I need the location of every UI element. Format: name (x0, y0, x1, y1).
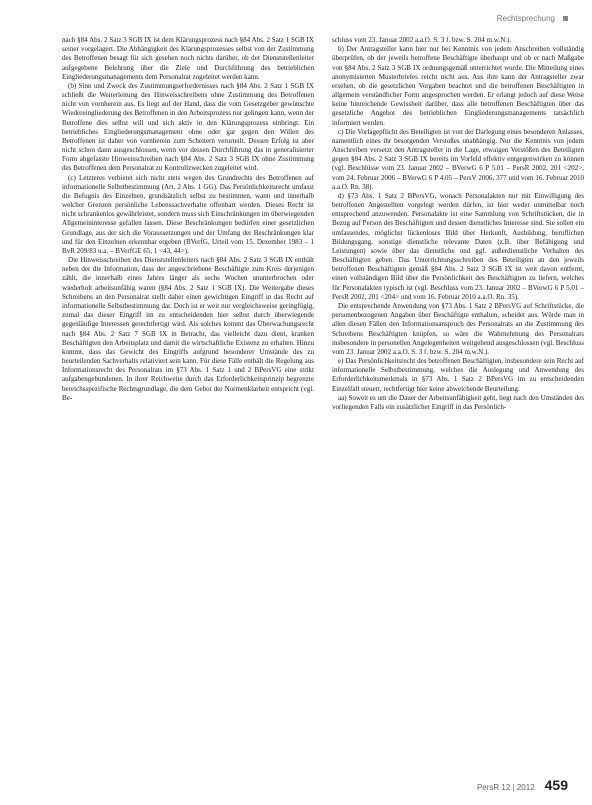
paragraph: Die entsprechende Anwendung von §73 Abs. 1 Satz 2 BPersVG auf Schriftstücke, die personenbezogenen Angaben über Beschäftigte enthalten, scheidet aus. Würde man in allen diesen Fällen den Informationsanspruch des Personalrats an die Zustimmung des Schreibens Beschäftigten knüpfen, so wäre die Wahrnehmung des Personalrats insbesondere in personellen Angelegenheiten weitgehend ausgeschlossen (vgl. Beschluss vom 23. Januar 2002 a.a.O. S. 3 f. bzw. S. 204 m.w.N.). (332, 301, 584, 356)
paragraph: e) Das Persönlichkeitsrecht des betroffenen Beschäftigten, insbesondere sein Recht auf informationelle Selbstbestimmung, welches die Auslegung und Anwendung des Erforderlichkeitsmerkmals in §73 Abs. 1 Satz 2 BPersVG im zu entscheidenden Einzelfall steuert, rechtfertigt hier keine abweichende Beurteilung. (332, 357, 584, 393)
page-header (497, 14, 568, 23)
section-label: Rechtsprechung (496, 14, 555, 23)
paragraph: (b) Sinn und Zweck des Zustimmungserfordernisses nach §84 Abs. 2 Satz 1 SGB IX schließt die Weiterleitung des Hinweisschreibens ohne Zustimmung des Betroffenen nicht von vornherein aus. Es liegt auf der Hand, dass die vom Gesetzgeber gewünschte Wiedereingliederung des Betroffenen in den Arbeitsprozess nur gelingen kann, wenn der Betroffene dies selbst will und sich aktiv in den Klärungsprozess einbringt. Ein betriebliches Eingliederungsmanagement ohne oder gar gegen den Willen des Betroffenen ist daher von vornherein zum Scheitern verurteilt. Dessen Erfolg ist aber nicht schon dann ausgeschlossen, wenn vor dessen Durchführung das in generalisierter Form abgefasste Hinweisschreiben nach §84 Abs. 2 Satz 3 SGB IX ohne Zustimmung des Betroffenen dem Personalrat zu Kontrollzwecken zugeleitet wird. (62, 81, 314, 173)
right-column (332, 36, 584, 412)
paragraph: b) Der Antragsteller kann hier nur bei Kenntnis von jedem Anschreiben vollständig überprüfen, ob der jeweils betroffene Beschäftigte überhaupt und ob er nach Maßgabe von §84 Abs. 2 Satz 3 SGB IX ordnungsgemäß unterrichtet wurde. Die Mitteilung eines anonymisierten Musterbriefes reicht nicht aus. Aus ihm kann der Antragsteller zwar ersehen, ob die gesetzlichen Vorgaben beachtet und die betroffenen Beschäftigten in allgemein verständlicher Form angesprochen werden. Er erlangt jedoch auf diese Weise keine hinreichende Gewissheit darüber, dass alle betroffenen Beschäftigten über das gesetzliche Angebot des betrieblichen Eingliederungsmanagements tatsächlich informiert werden. (332, 45, 584, 127)
paragraph: (c) Letzteres verbietet sich nicht stets wegen des Grundrechts des Betroffenen auf informationelle Selbstbestimmung (Art. 2 Abs. 1 GG). Das Persönlichkeitsrecht umfasst die Befugnis des Einzelnen, grundsätzlich selbst zu bestimmen, wann und innerhalb welcher Grenzen persönliche Lebenssachverhalte offenbart werden. Dieses Recht ist nicht schrankenlos gewährleistet, sondern muss sich Einschränkungen im überwiegenden Allgemeininteresse gefallen lassen. Diese Beschränkungen bedürfen einer gesetzlichen Grundlage, aus der sich die Voraussetzungen und der Umfang der Beschränkungen klar und für den Einzelnen erkennbar ergeben (BVerfG, Urteil vom 15. Dezember 1983 – 1 BvR 209/83 u.a. – BVerfGE 65, 1 <43, 44>). (62, 173, 314, 255)
paragraph: aa) Soweit es um die Dauer der Arbeitsunfähigkeit geht, liegt nach den Umständen des vorliegenden Falls ein zusätzlicher Eingriff in das Persönlich- (332, 393, 584, 411)
paragraph: c) Die Vorlagepflicht des Beteiligten ist von der Darlegung eines besonderen Anlasses, namentlich eines ihr besorgenden Verstoßes unabhängig. Nur die Kenntnis von jedem Anschreiben versetzt den Antragsteller in die Lage, etwaigen Verstößen des Beteiligten gegen §84 Abs. 2 Satz 3 SGB IX bereits im Vorfeld effektiv entgegenwirken zu können (vgl. Beschlüsse vom 23. Januar 2002 – BVerwG 6 P 5.01 – PersR 2002, 201 <202>, vom 24. Februar 2006 – BVerwG 6 P 4.05 – PersV 2006, 377 und vom 16. Februar 2010 a.a.O. Rn. 38). (332, 127, 584, 191)
paragraph: schluss vom 23. Januar 2002 a.a.O. S. 3 f. bzw. S. 204 m.w.N.). (332, 36, 512, 44)
paragraph: nach §84 Abs. 2 Satz 3 SGB IX ist dem Klärungsprozess nach §84 Abs. 2 Satz 1 SGB IX seiner vorgelagert. Die Abhängigkeit des Klärungsprozesses selbst von der Zustimmung des Betroffenen besagt für sich gesehen noch nichts darüber, ob der Dienststellenleiter aufgegebene Belehrung über die Ziele und Durchführung des betrieblichen Eingliederungsmanagements dem Personalrat zugeleitet werden kann. (62, 36, 314, 81)
paragraph: d) §73 Abs. 1 Satz 2 BPersVG, wonach Personalakten nur mit Einwilligung des betroffenen Angestellten vorgelegt werden dürfen, ist hier weder unmittelbar noch entsprechend anzuwenden. Personalakte ist eine Sammlung von Schriftstücken, die in Bezug auf Person des Beschäftigten und dessen dienstliches Interesse sind. Sie sollen ein umfassendes, möglichst lückenloses Bild über Herkunft, Ausbildung, beruflichen Bildungsgang, sonstige dienstliche relevante Daten (z.B. über Befähigung und Leistungen) sowie über das dienstliche und ggf. außerdienstliche Verhalten des Beschäftigten geben. Das Unterrichtungsschreiben des Beteiligten an den jeweils betroffenen Beschäftigten gemäß §84 Abs. 2 Satz 3 SGB IX ist weit davon entfernt, einen vollständigen Bild über die Persönlichkeit des Beschäftigten zu liefern, welches für Personalakten typisch ist (vgl. Beschluss vom 23. Januar 2002 – BVerwG 6 P 5.01 – PersR 2002, 201 <204> und vom 16. Februar 2010 a.a.O. Rn. 35). (332, 191, 584, 301)
left-column (62, 36, 314, 403)
section-marker-icon (563, 16, 568, 21)
issue-label: PersR 12 | 2012 (476, 783, 535, 792)
page-number: 459 (544, 777, 568, 793)
paragraph: Die Hinweisschreiben des Dienststellenleiters nach §84 Abs. 2 Satz 3 SGB IX enthält neben der die Information, dass der angeschriebene Beschäftigte zum Kreis derjenigen zählt, die innerhalb eines Jahres länger als sechs Wochen ununterbrochen oder wiederholt arbeitsunfähig waren (§84 Abs. 2 Satz 1 SGB IX). Die Weitergabe dieses Schreibens an den Personalrat stellt daher einen gewichtigen Eingriff in das Recht auf informationelle Selbstbestimmung dar. Doch ist er weit nur vergleichsweise geringfügig, zumal das dieser Eingriff im zu entscheidenden hier selbst durch überwiegende gegenläufige Interessen gerechtfertigt wird. Als solches kommt das Überwachungsrecht nach §84 Abs. 2 Satz 7 SGB IX in Betracht, das vielleicht dazu dient, kranken Beschäftigten den Arbeitsplatz und damit die wirtschaftliche Existenz zu erhalten. Hinzu kommt, dass das Gewicht des Eingriffs aufgrund besonderer Umstände des zu beurteilenden Sachverhalts relativiert sein kann. Für diese Fälle enthält die Regelung aus Informationsrecht des Personalrats im §73 Abs. 1 Satz 1 und 2 BPersVG eine strikt aufgabengebundenen. In ihrer Reichweite durch das Erforderlichkeitsprinzip begrenzte bereichsspezifische Rechtsgrundlage, die dem Gebot der Normenklarheit entspricht (vgl. Be- (62, 256, 314, 402)
page-footer (477, 777, 568, 793)
